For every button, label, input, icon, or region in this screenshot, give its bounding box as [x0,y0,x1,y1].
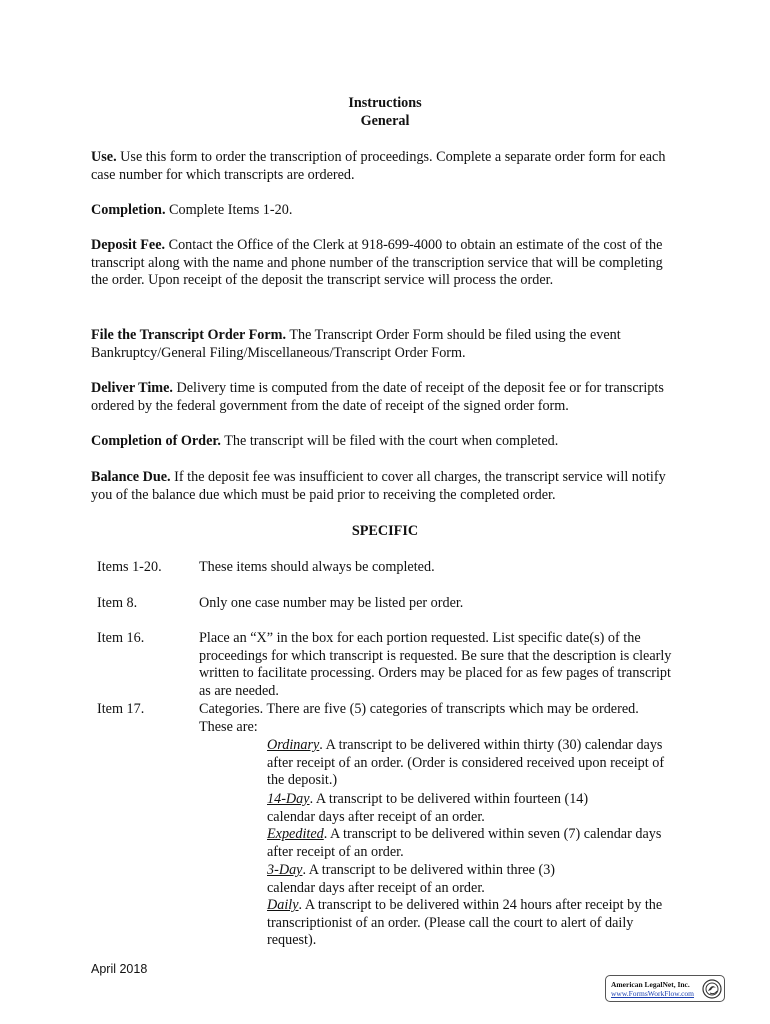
paragraph-deliver-time [91,380,676,415]
category-daily [267,897,669,950]
category-text: . A transcript to be delivered within three (3) calendar days after receipt of an order. [267,862,556,896]
paragraph-text: Complete Items 1-20. [165,202,293,218]
category-expedited [267,826,667,861]
paragraph-text: The transcript will be filed with the court when completed. [220,433,559,449]
category-text: . A transcript to be delivered within thirty (30) calendar days after receipt of an order. (Order is considered received upon receipt of the deposit.) [267,737,665,789]
paragraph-label: Use. [91,149,117,165]
publisher-badge [605,975,725,1002]
category-text: . A transcript to be delivered within 24 hours after receipt by the transcriptionist of an order. (Please call the court to alert of daily request). [267,897,663,949]
category-name: 3-Day [267,862,303,878]
page-subtitle: General [360,113,410,129]
paragraph-label: Deliver Time. [91,380,173,396]
paragraph-deposit-fee [91,237,665,290]
item-text: These items should always be completed. [199,559,435,575]
footer-date: April 2018 [91,962,148,976]
item-text: Only one case number may be listed per order. [199,595,464,611]
category-name: Expedited [267,826,324,842]
paragraph-file-order-form [91,327,671,362]
category-name: Daily [267,897,299,913]
item-text: Categories. There are five (5) categories of transcripts which may be ordered. These are: [199,701,639,735]
paragraph-completion [91,202,676,220]
paragraph-text: If the deposit fee was insufficient to cover all charges, the transcript service will notify you of the balance due which must be paid prior to receiving the completed order. [91,469,666,503]
category-ordinary [267,737,667,790]
publisher-logo-icon [702,979,722,999]
category-14-day [267,791,612,826]
paragraph-text: Delivery time is computed from the date of receipt of the deposit fee or for transcripts ordered by the federal government from the date of receipt of the signed order form. [91,380,664,414]
item-label: Item 17. [97,701,145,717]
item-label: Item 8. [97,595,138,611]
paragraph-label: Completion of Order. [91,433,221,449]
item-label: Items 1-20. [97,559,162,575]
paragraph-text: Contact the Office of the Clerk at 918-699-4000 to obtain an estimate of the cost of the transcript along with the name and phone number of the transcription service that will be completing the order. Upon receipt of the deposit the transcript service will process the order. [91,237,663,289]
paragraph-completion-of-order [91,433,676,451]
paragraph-label: Deposit Fee. [91,237,166,253]
paragraph-label: Completion. [91,202,166,218]
item-label: Item 16. [97,630,145,646]
category-name: Ordinary [267,737,320,753]
category-text: . A transcript to be delivered within seven (7) calendar days after receipt of an order. [267,826,662,860]
paragraph-label: File the Transcript Order Form. [91,327,287,343]
category-3-day [267,862,582,897]
paragraph-balance-due [91,469,673,504]
section-title-specific: SPECIFIC [351,523,419,539]
publisher-link[interactable]: www.FormsWorkFlow.com [611,989,695,998]
page-title: Instructions [348,95,422,111]
paragraph-text: The Transcript Order Form should be filed using the event Bankruptcy/General Filing/Miscellaneous/Transcript Order Form. [91,327,621,361]
category-name: 14-Day [267,791,310,807]
paragraph-use [91,149,676,184]
paragraph-text: Use this form to order the transcription of proceedings. Complete a separate order form for each case number for which transcripts are ordered. [91,149,666,183]
category-text: . A transcript to be delivered within fourteen (14) calendar days after receipt of an order. [267,791,589,825]
item-text: Place an “X” in the box for each portion requested. List specific date(s) of the proceedings for which transcript is requested. Be sure that the description is clearly written to facilitate processing. Orders may be placed for as few pages of transcript as are needed. [199,630,672,699]
paragraph-label: Balance Due. [91,469,171,485]
publisher-name: American LegalNet, Inc. [611,980,690,989]
